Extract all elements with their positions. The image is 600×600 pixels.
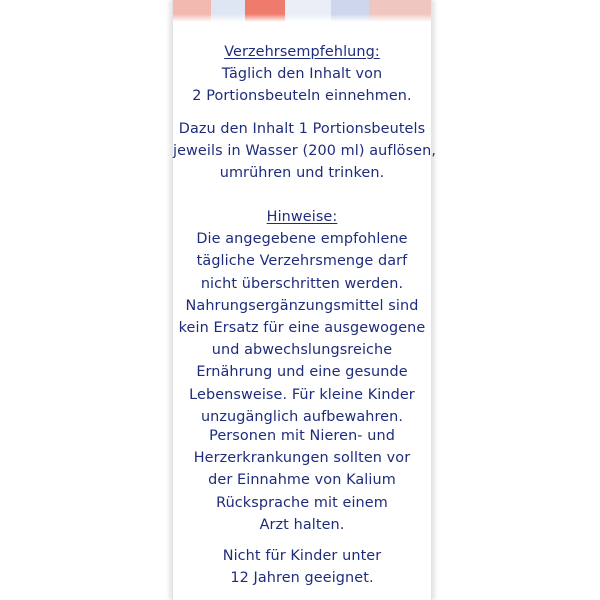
notes-line: Die angegebene empfohlene <box>196 231 408 248</box>
notes-line: nicht überschritten werden. <box>200 275 404 292</box>
notes-line: und abwechslungsreiche <box>211 342 393 359</box>
warning-line: Rücksprache mit einem <box>216 494 388 511</box>
age-line: 12 Jahren geeignet. <box>230 570 374 587</box>
notes-line: kein Ersatz für eine ausgewogene <box>178 320 426 337</box>
notes-line: unzugänglich aufbewahren. <box>200 408 404 425</box>
recommendation-section <box>173 41 431 108</box>
preparation-line: Dazu den Inhalt 1 Portionsbeutels <box>178 121 426 137</box>
age-line: Nicht für Kinder unter <box>222 548 382 564</box>
print-strip-fade <box>173 14 431 22</box>
recommendation-heading: Verzehrsempfehlung: <box>224 44 380 60</box>
notes-line: Ernährung und eine gesunde <box>196 364 408 381</box>
warning-line: der Einnahme von Kalium <box>208 472 396 489</box>
warning-line: Herzerkrankungen sollten vor <box>193 450 411 467</box>
notes-line: Lebensweise. Für kleine Kinder <box>189 386 415 403</box>
notes-heading: Hinweise: <box>266 209 338 225</box>
age-section <box>173 545 431 589</box>
recommendation-line: Täglich den Inhalt von <box>221 66 383 83</box>
warning-section <box>173 425 431 536</box>
warning-line: Personen mit Nieren- und <box>209 428 395 444</box>
preparation-line: umrühren und trinken. <box>219 165 385 182</box>
notes-line: tägliche Verzehrsmenge darf <box>196 253 408 270</box>
preparation-line: jeweils in Wasser (200 ml) auflösen, <box>173 143 437 160</box>
package-box <box>172 0 437 600</box>
package-top-print-strip <box>173 0 431 22</box>
recommendation-line: 2 Portionsbeuteln einnehmen. <box>192 88 412 105</box>
warning-line: Arzt halten. <box>259 516 345 533</box>
preparation-section <box>173 118 437 185</box>
notes-section <box>173 206 431 428</box>
notes-line: Nahrungsergänzungsmittel sind <box>185 297 419 314</box>
